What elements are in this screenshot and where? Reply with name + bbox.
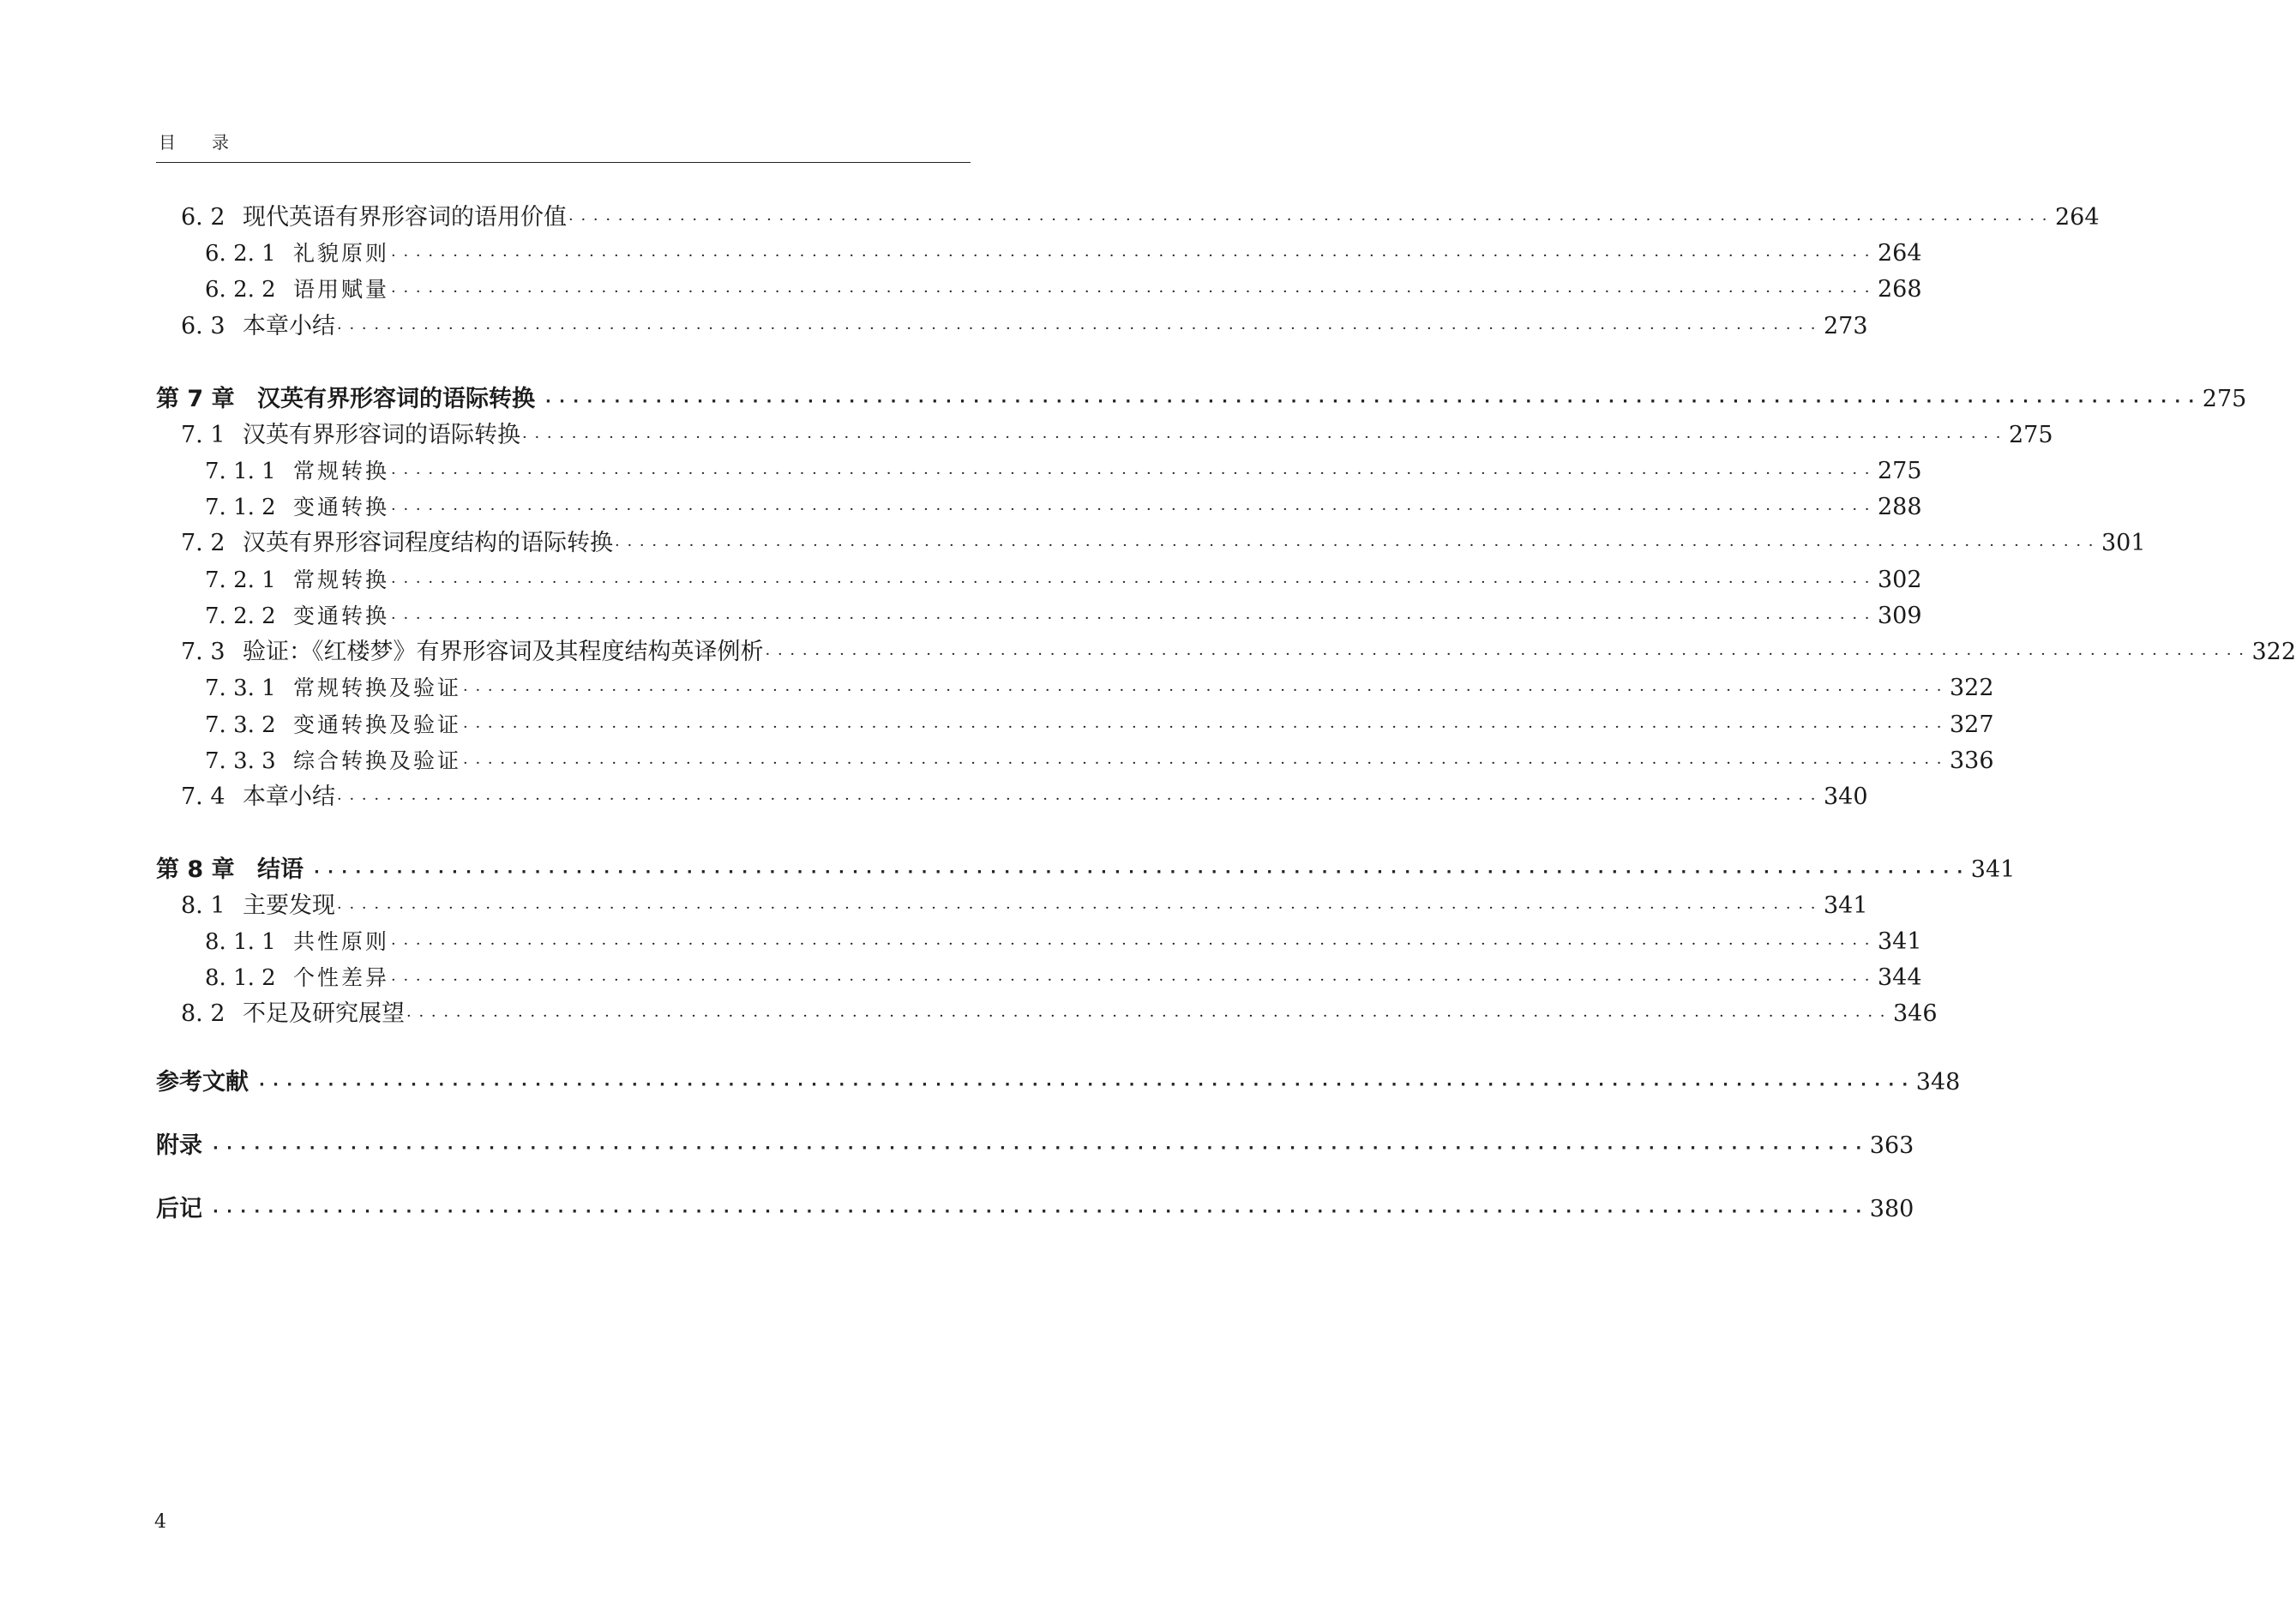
toc-entry-number: 7. 1. 1 (205, 459, 276, 484)
toc-entry-title: 变通转换 (293, 603, 390, 628)
toc-entry-number: 8. 1. 1 (205, 929, 276, 955)
toc-entry-page: 327 (1950, 711, 1994, 738)
toc-entry-page: 344 (1878, 964, 1922, 991)
toc-entry-page: 268 (1878, 276, 1922, 303)
toc-entry-title: 附录 (156, 1132, 202, 1159)
toc-entry-number: 7. 2. 2 (205, 603, 276, 629)
toc-entry-title: 参考文献 (156, 1069, 249, 1096)
toc-entry (156, 237, 1922, 271)
dot-leader: · · · · · · · · · · · · · · · · · · · · · · · · · · · · · · · · · · · · · · · · · · · · · · · · · · · · · · · · · · · · · · · · · · · · · · · · · · · · · · · · · · · · · · · · · · · · · · · · · · · · · · · · · · · · · · · · · · · · · · · · (391, 247, 1871, 265)
toc-entry-title: 汉英有界形容词的语际转换 (243, 422, 520, 448)
toc-entry-page: 275 (2008, 422, 2053, 448)
toc-entry-title: 综合转换及验证 (293, 748, 462, 773)
toc-entry-number: 7. 1. 2 (205, 495, 276, 520)
toc-entry-title: 常规转换 (293, 567, 390, 592)
toc-entry-title: 验证：《红楼梦》有界形容词及其程度结构英译例析 (243, 639, 764, 665)
toc-entry-title: 常规转换 (293, 459, 390, 483)
toc-entry (156, 454, 1922, 489)
toc-entry-number: 第 7 章 (156, 386, 235, 412)
toc-entry (156, 382, 2247, 417)
toc-entry (156, 889, 1868, 923)
toc-entry (156, 997, 1938, 1031)
toc-entry-page: 322 (1950, 675, 1994, 701)
toc-entry-number: 6. 3 (181, 313, 225, 339)
toc-entry-page: 336 (1950, 747, 1994, 774)
toc-entry-number: 7. 1 (181, 422, 225, 448)
toc-entry-page: 301 (2101, 530, 2146, 556)
toc-entry (156, 563, 1922, 597)
dot-leader: · · · · · · · · · · · · · · · · · · · · · · · · · · · · · · · · · · · · · · · · · · · · · · · · · · · · · · · · · · · · · · · · · · · · · · · · · · · · · · · · · · · · · · · · · · · · · · · · · · · · · · · · · · · · · · · · · · · · · · · · (463, 718, 1943, 736)
toc-entry-title: 变通转换 (293, 495, 390, 519)
toc-entry-number: 7. 3. 3 (205, 748, 276, 774)
toc-entry (156, 526, 2146, 561)
toc-entry-title: 汉英有界形容词的语际转换 (257, 386, 535, 412)
toc-entry-title: 本章小结 (243, 313, 335, 339)
dot-leader: · · · · · · · · · · · · · · · · · · · · · · · · · · · · · · · · · · · · · · · · · · · · · · · · · · · · · · · · · · · · · · · · · · · · · · · · · · · · · · · · · · · · · · · · · · · · · · · · · · · · · · · · · · · · · · · · · · · · · · · · (337, 899, 1817, 917)
toc-entry-page: 273 (1823, 313, 1868, 339)
dot-leader: · · · · · · · · · · · · · · · · · · · · · · · · · · · · · · · · · · · · · · · · · · · · · · · · · · · · · · · · · · · · · · · · · · · · · · · · · · · · · · · · · · · · · · · · · · · · · · · · · · · · · · · · · · · · · · · · · · · · · · · · (615, 537, 2095, 555)
dot-leader: · · · · · · · · · · · · · · · · · · · · · · · · · · · · · · · · · · · · · · · · · · · · · · · · · · · · · · · · · · · · · · · · · · · · · · · · · · · · · · · · · · · · · · · · · · · · · · · · · · · · · · · · · · · · · · · · · · · · · · · · (337, 790, 1817, 808)
toc-entry-number: 8. 1. 2 (205, 965, 276, 991)
toc-entry-number: 7. 3. 1 (205, 675, 276, 701)
dot-leader: · · · · · · · · · · · · · · · · · · · · · · · · · · · · · · · · · · · · · · · · · · · · · · · · · · · · · · · · · · · · · · · · · · · · · · · · · · · · · · · · · · · · · · · · · · · · · · · · · · · · · · · · · · · · · · · · · · · · · · · · (337, 320, 1817, 338)
toc-entry-page: 264 (2054, 204, 2100, 231)
header-title: 目录 (159, 132, 265, 153)
toc-entry-title: 本章小结 (243, 783, 335, 810)
dot-leader: · · · · · · · · · · · · · · · · · · · · · · · · · · · · · · · · · · · · · · · · · · · · · · · · · · · · · · · · · · · · · · · · · · · · · · · · · · · · · · · · · · · · · · · · · · · · · · · · · · · · · · · · · · · · · · · · · · · · · · · · (391, 573, 1871, 591)
toc-entry-page: 346 (1892, 1000, 1938, 1027)
toc-entry-page: 348 (1915, 1069, 1961, 1096)
toc-entry-page: 302 (1878, 567, 1922, 593)
toc-entry-number: 7. 3 (181, 639, 225, 665)
toc-entry-page: 380 (1869, 1196, 1914, 1222)
dot-leader: · · · · · · · · · · · · · · · · · · · · · · · · · · · · · · · · · · · · · · · · · · · · · · · · · · · · · · · · · · · · · · · · · · · · · · · · · · · · · · · · · · · · · · · · · · · · · · · · · · · · · · · · · · · · · · · · · · · · · · · · (213, 1139, 1863, 1157)
toc-entry-title: 现代英语有界形容词的语用价值 (243, 204, 567, 231)
toc-entry-title: 礼貌原则 (293, 241, 390, 266)
toc-entry-title: 变通转换及验证 (293, 712, 462, 737)
toc-entry-number: 7. 2. 1 (205, 567, 276, 593)
toc-entry (156, 599, 1922, 633)
toc-entry (156, 780, 1868, 814)
toc-entry-number: 6. 2 (181, 204, 225, 231)
toc-entry-page: 363 (1869, 1132, 1914, 1159)
toc-entry-number: 6. 2. 1 (205, 241, 276, 267)
toc-entry (156, 671, 1994, 705)
dot-leader: · · · · · · · · · · · · · · · · · · · · · · · · · · · · · · · · · · · · · · · · · · · · · · · · · · · · · · · · · · · · · · · · · · · · · · · · · · · · · · · · · · · · · · · · · · · · · · · · · · · · · · · · · · · · · · · · · · · · · · · · (391, 283, 1871, 301)
dot-leader: · · · · · · · · · · · · · · · · · · · · · · · · · · · · · · · · · · · · · · · · · · · · · · · · · · · · · · · · · · · · · · · · · · · · · · · · · · · · · · · · · · · · · · · · · · · · · · · · · · · · · · · · · · · · · · · · · · · · · · · · (259, 1076, 1909, 1094)
toc-entry-number: 8. 2 (181, 1000, 225, 1027)
toc-entry (156, 853, 2016, 887)
toc-entry (156, 744, 1994, 778)
toc-entry-title: 主要发现 (243, 892, 335, 919)
dot-leader: · · · · · · · · · · · · · · · · · · · · · · · · · · · · · · · · · · · · · · · · · · · · · · · · · · · · · · · · · · · · · · · · · · · · · · · · · · · · · · · · · · · · · · · · · · · · · · · · · · · · · · · · · · · · · · · · · · · · · · · · (391, 501, 1871, 519)
toc-entry-page: 288 (1878, 494, 1922, 520)
toc-entry-title: 常规转换及验证 (293, 675, 462, 700)
dot-leader: · · · · · · · · · · · · · · · · · · · · · · · · · · · · · · · · · · · · · · · · · · · · · · · · · · · · · · · · · · · · · · · · · · · · · · · · · · · · · · · · · · · · · · · · · · · · · · · · · · · · · · · · · · · · · · · · · · · · · · · · (463, 754, 1943, 772)
toc-entry (156, 309, 1868, 344)
toc-entry-number: 7. 2 (181, 530, 225, 556)
toc-entry-number: 8. 1 (181, 892, 225, 919)
toc-entry-title: 个性差异 (293, 965, 390, 990)
toc-entry (156, 490, 1922, 525)
toc-entry-number: 6. 2. 2 (205, 277, 276, 303)
toc-entry-number: 7. 4 (181, 783, 225, 810)
toc-entry-page: 309 (1878, 603, 1922, 629)
toc-entry-title: 汉英有界形容词程度结构的语际转换 (243, 530, 613, 556)
toc-entry (156, 925, 1922, 959)
toc-entry-page: 341 (1823, 892, 1868, 919)
dot-leader: · · · · · · · · · · · · · · · · · · · · · · · · · · · · · · · · · · · · · · · · · · · · · · · · · · · · · · · · · · · · · · · · · · · · · · · · · · · · · · · · · · · · · · · · · · · · · · · · · · · · · · · · · · · · · · · · · · · · · · · · (391, 609, 1871, 627)
toc-entry-title: 后记 (156, 1196, 202, 1222)
toc-entry-title: 语用赋量 (293, 277, 390, 302)
dot-leader: · · · · · · · · · · · · · · · · · · · · · · · · · · · · · · · · · · · · · · · · · · · · · · · · · · · · · · · · · · · · · · · · · · · · · · · · · · · · · · · · · · · · · · · · · · · · · · · · · · · · · · · · · · · · · · · · · · · · · · · · (568, 211, 2048, 229)
toc-entry (156, 1129, 1914, 1163)
running-header (156, 125, 971, 163)
toc-entry (156, 635, 2296, 669)
toc-entry-page: 275 (2202, 386, 2247, 412)
toc-entry-title: 不足及研究展望 (243, 1000, 405, 1027)
toc-entry (156, 1066, 1961, 1100)
toc-entry-number: 第 8 章 (156, 856, 235, 883)
dot-leader: · · · · · · · · · · · · · · · · · · · · · · · · · · · · · · · · · · · · · · · · · · · · · · · · · · · · · · · · · · · · · · · · · · · · · · · · · · · · · · · · · · · · · · · · · · · · · · · · · · · · · · · · · · · · · · · · · · · · · · · · (406, 1007, 1886, 1025)
toc-entry-title: 结语 (257, 856, 304, 883)
dot-leader: · · · · · · · · · · · · · · · · · · · · · · · · · · · · · · · · · · · · · · · · · · · · · · · · · · · · · · · · · · · · · · · · · · · · · · · · · · · · · · · · · · · · · · · · · · · · · · · · · · · · · · · · · · · · · · · · · · · · · · · · (463, 681, 1943, 699)
dot-leader: · · · · · · · · · · · · · · · · · · · · · · · · · · · · · · · · · · · · · · · · · · · · · · · · · · · · · · · · · · · · · · · · · · · · · · · · · · · · · · · · · · · · · · · · · · · · · · · · · · · · · · · · · · · · · · · · · · · · · · · · (314, 863, 1964, 881)
toc-entry-page: 341 (1970, 856, 2016, 883)
dot-leader: · · · · · · · · · · · · · · · · · · · · · · · · · · · · · · · · · · · · · · · · · · · · · · · · · · · · · · · · · · · · · · · · · · · · · · · · · · · · · · · · · · · · · · · · · · · · · · · · · · · · · · · · · · · · · · · · · · · · · · · · (545, 393, 2196, 411)
dot-leader: · · · · · · · · · · · · · · · · · · · · · · · · · · · · · · · · · · · · · · · · · · · · · · · · · · · · · · · · · · · · · · · · · · · · · · · · · · · · · · · · · · · · · · · · · · · · · · · · · · · · · · · · · · · · · · · · · · · · · · · · (213, 1203, 1863, 1221)
toc-entry (156, 273, 1922, 307)
page-number: 4 (154, 1511, 166, 1533)
toc-entry (156, 961, 1922, 995)
toc-entry (156, 708, 1994, 742)
toc-entry-page: 264 (1878, 240, 1922, 267)
toc-entry (156, 201, 2100, 235)
dot-leader: · · · · · · · · · · · · · · · · · · · · · · · · · · · · · · · · · · · · · · · · · · · · · · · · · · · · · · · · · · · · · · · · · · · · · · · · · · · · · · · · · · · · · · · · · · · · · · · · · · · · · · · · · · · · · · · · · · · · · · · · (391, 465, 1871, 483)
dot-leader: · · · · · · · · · · · · · · · · · · · · · · · · · · · · · · · · · · · · · · · · · · · · · · · · · · · · · · · · · · · · · · · · · · · · · · · · · · · · · · · · · · · · · · · · · · · · · · · · · · · · · · · · · · · · · · · · · · · · · · · · (765, 645, 2245, 663)
dot-leader: · · · · · · · · · · · · · · · · · · · · · · · · · · · · · · · · · · · · · · · · · · · · · · · · · · · · · · · · · · · · · · · · · · · · · · · · · · · · · · · · · · · · · · · · · · · · · · · · · · · · · · · · · · · · · · · · · · · · · · · · (522, 429, 2002, 447)
toc-entry-number: 7. 3. 2 (205, 712, 276, 738)
toc-entry-page: 275 (1878, 458, 1922, 484)
toc-entry-page: 322 (2251, 639, 2296, 665)
toc-entry (156, 418, 2053, 453)
toc-entry-page: 340 (1823, 783, 1868, 810)
dot-leader: · · · · · · · · · · · · · · · · · · · · · · · · · · · · · · · · · · · · · · · · · · · · · · · · · · · · · · · · · · · · · · · · · · · · · · · · · · · · · · · · · · · · · · · · · · · · · · · · · · · · · · · · · · · · · · · · · · · · · · · · (391, 935, 1871, 953)
dot-leader: · · · · · · · · · · · · · · · · · · · · · · · · · · · · · · · · · · · · · · · · · · · · · · · · · · · · · · · · · · · · · · · · · · · · · · · · · · · · · · · · · · · · · · · · · · · · · · · · · · · · · · · · · · · · · · · · · · · · · · · · (391, 971, 1871, 989)
toc-entry (156, 1192, 1914, 1227)
toc-entry-page: 341 (1878, 928, 1922, 955)
toc-entry-title: 共性原则 (293, 929, 390, 954)
